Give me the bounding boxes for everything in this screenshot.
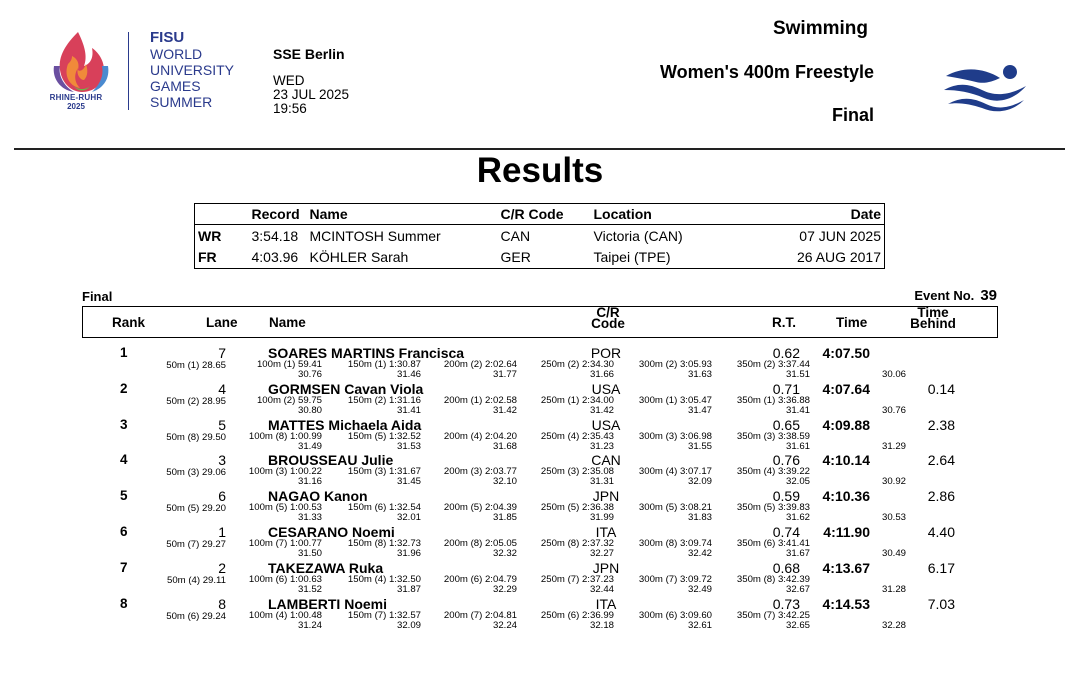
athlete-name: NAGAO Kanon <box>268 488 368 505</box>
split-250m <box>522 396 614 416</box>
records-header-code: C/R Code <box>498 204 591 225</box>
split-lap: 32.05 <box>785 476 810 488</box>
split-250m <box>522 503 614 523</box>
col-reaction-time: R.T. <box>772 315 797 330</box>
split-lap: 31.33 <box>297 512 322 524</box>
split-lap: 31.41 <box>785 404 810 416</box>
result-rank: 2 <box>120 380 128 396</box>
split-50m: 50m (7) 29.27 <box>166 538 226 550</box>
split-200m <box>427 611 517 631</box>
split-cumulative: 300m (6) 3:09.60 <box>638 609 712 621</box>
result-rank: 8 <box>120 595 128 611</box>
logo-sub-location: RHINE-RUHR <box>49 93 103 102</box>
final-time: 4:09.88 <box>822 416 870 433</box>
split-lap: 31.62 <box>785 512 810 524</box>
split-400m-lap: 31.29 <box>881 440 906 452</box>
time-behind: 4.40 <box>927 523 955 540</box>
table-row <box>0 345 1080 381</box>
page-title: Results <box>476 151 604 190</box>
split-cumulative: 250m (2) 2:34.30 <box>540 359 614 370</box>
result-rank: 4 <box>120 452 128 468</box>
record-holder: MCINTOSH Summer <box>309 227 441 244</box>
record-holder: KÖHLER Sarah <box>309 249 409 266</box>
reaction-time: 0.62 <box>772 345 800 361</box>
split-cumulative: 100m (1) 59.41 <box>256 359 322 370</box>
split-150m <box>327 432 421 452</box>
time-behind: 2.64 <box>927 452 955 469</box>
split-200m <box>427 360 517 380</box>
split-lap: 31.67 <box>785 547 810 559</box>
results-header <box>82 306 998 338</box>
split-400m-lap: 30.06 <box>881 369 906 380</box>
split-cumulative: 350m (8) 3:42.39 <box>736 573 810 585</box>
col-time-behind <box>901 307 965 329</box>
record-code: GER <box>500 249 531 266</box>
split-cumulative: 300m (8) 3:09.74 <box>638 537 712 549</box>
split-50m: 50m (6) 29.24 <box>166 610 226 622</box>
split-lap: 32.09 <box>687 476 712 488</box>
split-cumulative: 150m (1) 1:30.87 <box>347 359 421 370</box>
split-lap: 31.46 <box>396 369 421 380</box>
split-lap: 31.87 <box>396 583 421 595</box>
table-row <box>0 381 1080 417</box>
final-time: 4:07.50 <box>822 345 870 361</box>
result-lane: 7 <box>218 345 226 361</box>
split-cumulative: 300m (4) 3:07.17 <box>638 466 712 478</box>
records-header-name: Name <box>307 204 498 225</box>
split-200m <box>427 503 517 523</box>
record-date: 07 JUN 2025 <box>799 227 881 244</box>
split-100m <box>236 611 322 631</box>
split-cumulative: 200m (5) 2:04.39 <box>443 502 517 514</box>
final-time: 4:10.36 <box>822 488 870 505</box>
athlete-name: SOARES MARTINS Francisca <box>268 345 465 361</box>
split-lap: 32.10 <box>492 476 517 488</box>
split-100m <box>236 539 322 559</box>
split-350m <box>720 467 810 487</box>
split-100m <box>236 396 322 416</box>
split-lap: 31.16 <box>297 476 322 488</box>
country-code: ITA <box>595 523 617 540</box>
reaction-time: 0.74 <box>772 523 800 540</box>
split-lap: 31.85 <box>492 512 517 524</box>
athlete-name: LAMBERTI Noemi <box>268 595 387 612</box>
split-250m <box>522 539 614 559</box>
split-cumulative: 100m (5) 1:00.53 <box>248 502 322 514</box>
split-lap: 31.47 <box>687 404 712 416</box>
col-code-line1: C/R <box>596 305 620 320</box>
split-lap: 32.27 <box>589 547 614 559</box>
split-lap: 31.24 <box>297 619 322 631</box>
country-code: JPN <box>592 488 620 505</box>
split-lap: 31.42 <box>492 404 517 416</box>
results-list <box>0 345 1080 631</box>
split-lap: 32.67 <box>785 583 810 595</box>
athlete-name: TAKEZAWA Ruka <box>268 559 384 576</box>
record-time: 4:03.96 <box>251 249 299 266</box>
split-cumulative: 250m (3) 2:35.08 <box>540 466 614 478</box>
split-cumulative: 350m (2) 3:37.44 <box>736 359 810 370</box>
logo-text-line1: FISU <box>150 29 185 46</box>
split-50m: 50m (1) 28.65 <box>166 360 226 371</box>
split-200m <box>427 467 517 487</box>
event-number <box>914 287 997 304</box>
split-cumulative: 150m (7) 1:32.57 <box>347 609 421 621</box>
split-lap: 32.61 <box>687 619 712 631</box>
split-cumulative: 350m (4) 3:39.22 <box>736 466 810 478</box>
split-lap: 31.68 <box>492 440 517 452</box>
country-code: CAN <box>591 452 621 469</box>
logo-divider <box>128 32 129 110</box>
weekday: WED <box>273 73 305 88</box>
logo-text-line2: WORLD <box>150 46 203 62</box>
table-row <box>0 524 1080 560</box>
split-cumulative: 250m (8) 2:37.32 <box>540 537 614 549</box>
col-time: Time <box>836 315 868 330</box>
split-50m: 50m (8) 29.50 <box>166 431 226 443</box>
split-lap: 31.77 <box>492 369 517 380</box>
records-header-record: Record <box>249 204 307 225</box>
split-lap: 32.24 <box>492 619 517 631</box>
split-lap: 31.45 <box>396 476 421 488</box>
record-tag: WR <box>198 227 222 244</box>
country-code: USA <box>591 416 621 433</box>
split-cumulative: 200m (3) 2:03.77 <box>443 466 517 478</box>
split-cumulative: 300m (3) 3:06.98 <box>638 430 712 442</box>
split-cumulative: 100m (3) 1:00.22 <box>248 466 322 478</box>
split-300m <box>620 611 712 631</box>
split-lap: 31.52 <box>297 583 322 595</box>
reaction-time: 0.71 <box>772 380 800 397</box>
split-cumulative: 250m (1) 2:34.00 <box>540 394 614 406</box>
split-400m-lap: 30.53 <box>881 512 906 524</box>
split-150m <box>327 575 421 595</box>
split-lap: 31.49 <box>297 440 322 452</box>
split-cumulative: 200m (7) 2:04.81 <box>443 609 517 621</box>
split-cumulative: 150m (2) 1:31.16 <box>347 394 421 406</box>
time-behind: 0.14 <box>927 380 955 397</box>
split-cumulative: 100m (6) 1:00.63 <box>248 573 322 585</box>
split-150m <box>327 503 421 523</box>
split-150m <box>327 467 421 487</box>
split-350m <box>720 575 810 595</box>
sport-title: Swimming <box>772 18 868 39</box>
split-lap: 31.61 <box>785 440 810 452</box>
split-300m <box>620 360 712 380</box>
split-cumulative: 150m (5) 1:32.52 <box>347 430 421 442</box>
split-200m <box>427 432 517 452</box>
record-time: 3:54.18 <box>251 227 299 244</box>
split-lap: 32.49 <box>687 583 712 595</box>
split-lap: 32.09 <box>396 619 421 631</box>
swimmer-icon <box>940 62 1030 112</box>
event-title: Women's 400m Freestyle <box>659 62 874 82</box>
final-time: 4:14.53 <box>822 595 870 612</box>
split-300m <box>620 432 712 452</box>
record-row <box>195 225 885 247</box>
table-row <box>0 596 1080 632</box>
result-rank: 1 <box>120 345 128 360</box>
phase-title: Final <box>831 105 874 125</box>
split-lap: 32.29 <box>492 583 517 595</box>
athlete-name: MATTES Michaela Aida <box>268 416 422 433</box>
result-lane: 5 <box>218 416 226 433</box>
split-350m <box>720 539 810 559</box>
logo-sub-year: 2025 <box>67 102 85 111</box>
event-number-label: Event No. <box>914 288 975 303</box>
split-cumulative: 200m (8) 2:05.05 <box>443 537 517 549</box>
records-header-row <box>195 204 885 225</box>
record-tag: FR <box>198 249 217 266</box>
split-lap: 32.01 <box>396 512 421 524</box>
athlete-name: BROUSSEAU Julie <box>268 452 394 469</box>
split-300m <box>620 539 712 559</box>
reaction-time: 0.73 <box>772 595 800 612</box>
split-lap: 31.53 <box>396 440 421 452</box>
split-300m <box>620 575 712 595</box>
reaction-time: 0.59 <box>772 488 800 505</box>
result-rank: 3 <box>120 416 128 432</box>
split-cumulative: 300m (5) 3:08.21 <box>638 502 712 514</box>
country-code: POR <box>590 345 622 361</box>
country-code: ITA <box>595 595 617 612</box>
split-cumulative: 300m (2) 3:05.93 <box>638 359 712 370</box>
final-time: 4:13.67 <box>822 559 870 576</box>
split-cumulative: 100m (2) 59.75 <box>256 394 322 406</box>
col-rank: Rank <box>112 315 146 330</box>
logo-text-line5: SUMMER <box>150 94 213 110</box>
logo-text-line3: UNIVERSITY <box>150 62 235 78</box>
split-200m <box>427 539 517 559</box>
split-cumulative: 250m (4) 2:35.43 <box>540 430 614 442</box>
reaction-time: 0.65 <box>772 416 800 433</box>
split-lap: 31.66 <box>589 369 614 380</box>
split-50m: 50m (4) 29.11 <box>166 574 226 586</box>
split-cumulative: 300m (1) 3:05.47 <box>638 394 712 406</box>
time-behind: 2.86 <box>927 488 955 505</box>
country-code: USA <box>591 380 621 397</box>
records-header-tag <box>195 204 249 225</box>
records-header-location: Location <box>591 204 767 225</box>
split-cumulative: 350m (3) 3:38.59 <box>736 430 810 442</box>
split-lap: 31.96 <box>396 547 421 559</box>
records-table <box>194 203 885 269</box>
col-behind-line1: Time <box>917 305 949 320</box>
split-300m <box>620 467 712 487</box>
result-lane: 1 <box>218 523 226 540</box>
reaction-time: 0.76 <box>772 452 800 469</box>
split-lap: 31.41 <box>396 404 421 416</box>
split-250m <box>522 360 614 380</box>
split-50m: 50m (3) 29.06 <box>166 467 226 479</box>
record-code: CAN <box>500 227 531 244</box>
split-lap: 32.44 <box>589 583 614 595</box>
split-cumulative: 250m (6) 2:36.99 <box>540 609 614 621</box>
final-time: 4:07.64 <box>822 380 870 397</box>
split-lap: 31.23 <box>589 440 614 452</box>
logo-text <box>150 30 234 110</box>
split-lap: 31.99 <box>589 512 614 524</box>
split-lap: 31.63 <box>687 369 712 380</box>
split-cumulative: 350m (6) 3:41.41 <box>736 537 810 549</box>
record-location: Taipei (TPE) <box>593 249 671 266</box>
split-150m <box>327 396 421 416</box>
table-row <box>0 488 1080 524</box>
final-label: Final <box>82 289 113 304</box>
split-250m <box>522 575 614 595</box>
split-250m <box>522 611 614 631</box>
fisu-logo <box>38 30 238 112</box>
split-100m <box>236 467 322 487</box>
split-cumulative: 100m (4) 1:00.48 <box>248 609 322 621</box>
split-cumulative: 150m (6) 1:32.54 <box>347 502 421 514</box>
split-350m <box>720 396 810 416</box>
split-lap: 31.31 <box>589 476 614 488</box>
split-50m: 50m (2) 28.95 <box>166 395 226 407</box>
split-100m <box>236 432 322 452</box>
split-lap: 31.42 <box>589 404 614 416</box>
split-cumulative: 200m (1) 2:02.58 <box>443 394 517 406</box>
split-cumulative: 350m (7) 3:42.25 <box>736 609 810 621</box>
split-cumulative: 100m (7) 1:00.77 <box>248 537 322 549</box>
split-150m <box>327 539 421 559</box>
col-code <box>583 307 633 329</box>
split-cumulative: 150m (8) 1:32.73 <box>347 537 421 549</box>
split-200m <box>427 575 517 595</box>
result-rank: 7 <box>120 559 128 575</box>
split-cumulative: 200m (4) 2:04.20 <box>443 430 517 442</box>
split-350m <box>720 360 810 380</box>
athlete-name: CESARANO Noemi <box>268 523 395 540</box>
event-time: 19:56 <box>273 101 307 116</box>
table-row <box>0 452 1080 488</box>
split-cumulative: 350m (1) 3:36.88 <box>736 394 810 406</box>
split-lap: 32.32 <box>492 547 517 559</box>
split-350m <box>720 432 810 452</box>
split-300m <box>620 396 712 416</box>
split-lap: 32.18 <box>589 619 614 631</box>
record-row <box>195 247 885 269</box>
col-behind-line2: Behind <box>910 316 956 331</box>
result-rank: 6 <box>120 523 128 539</box>
split-cumulative: 150m (3) 1:31.67 <box>347 466 421 478</box>
split-cumulative: 250m (5) 2:36.38 <box>540 502 614 514</box>
split-400m-lap: 30.92 <box>881 476 906 488</box>
split-lap: 31.55 <box>687 440 712 452</box>
result-lane: 6 <box>218 488 226 505</box>
country-code: JPN <box>592 559 620 576</box>
records-header-date: Date <box>767 204 885 225</box>
split-100m <box>236 360 322 380</box>
result-lane: 4 <box>218 380 226 397</box>
split-lap: 30.76 <box>297 369 322 380</box>
venue-name: SSE Berlin <box>273 46 345 62</box>
split-150m <box>327 611 421 631</box>
event-date: 23 JUL 2025 <box>273 87 350 102</box>
result-lane: 3 <box>218 452 226 469</box>
split-250m <box>522 432 614 452</box>
split-150m <box>327 360 421 380</box>
split-200m <box>427 396 517 416</box>
time-behind: 6.17 <box>927 559 955 576</box>
split-400m-lap: 31.28 <box>881 583 906 595</box>
logo-text-line4: GAMES <box>150 78 201 94</box>
col-name: Name <box>269 315 306 330</box>
final-time: 4:10.14 <box>822 452 870 469</box>
table-row <box>0 417 1080 453</box>
record-location: Victoria (CAN) <box>593 227 683 244</box>
result-rank: 5 <box>120 488 128 504</box>
split-cumulative: 100m (8) 1:00.99 <box>248 430 322 442</box>
table-row <box>0 560 1080 596</box>
split-cumulative: 300m (7) 3:09.72 <box>638 573 712 585</box>
split-lap: 32.42 <box>687 547 712 559</box>
split-cumulative: 250m (7) 2:37.23 <box>540 573 614 585</box>
header-divider <box>14 148 1065 150</box>
split-400m-lap: 32.28 <box>881 619 906 631</box>
split-cumulative: 350m (5) 3:39.83 <box>736 502 810 514</box>
split-350m <box>720 503 810 523</box>
reaction-time: 0.68 <box>772 559 800 576</box>
split-300m <box>620 503 712 523</box>
split-400m-lap: 30.49 <box>881 547 906 559</box>
split-lap: 31.83 <box>687 512 712 524</box>
event-number-value: 39 <box>980 287 997 304</box>
athlete-name: GORMSEN Cavan Viola <box>268 380 424 397</box>
result-lane: 8 <box>218 595 226 612</box>
col-lane: Lane <box>206 315 238 330</box>
split-250m <box>522 467 614 487</box>
split-lap: 30.80 <box>297 404 322 416</box>
flame-logo-icon <box>44 30 120 96</box>
split-lap: 31.51 <box>785 369 810 380</box>
final-time: 4:11.90 <box>823 523 870 540</box>
col-code-line2: Code <box>591 316 625 331</box>
split-100m <box>236 503 322 523</box>
split-cumulative: 200m (6) 2:04.79 <box>443 573 517 585</box>
split-lap: 32.65 <box>785 619 810 631</box>
split-lap: 31.50 <box>297 547 322 559</box>
split-350m <box>720 611 810 631</box>
record-date: 26 AUG 2017 <box>796 249 881 266</box>
date-block <box>273 74 349 116</box>
time-behind: 2.38 <box>927 416 955 433</box>
split-cumulative: 200m (2) 2:02.64 <box>443 359 517 370</box>
split-100m <box>236 575 322 595</box>
time-behind: 7.03 <box>927 595 955 612</box>
split-cumulative: 150m (4) 1:32.50 <box>347 573 421 585</box>
split-400m-lap: 30.76 <box>881 404 906 416</box>
split-50m: 50m (5) 29.20 <box>166 503 226 515</box>
result-lane: 2 <box>218 559 226 576</box>
